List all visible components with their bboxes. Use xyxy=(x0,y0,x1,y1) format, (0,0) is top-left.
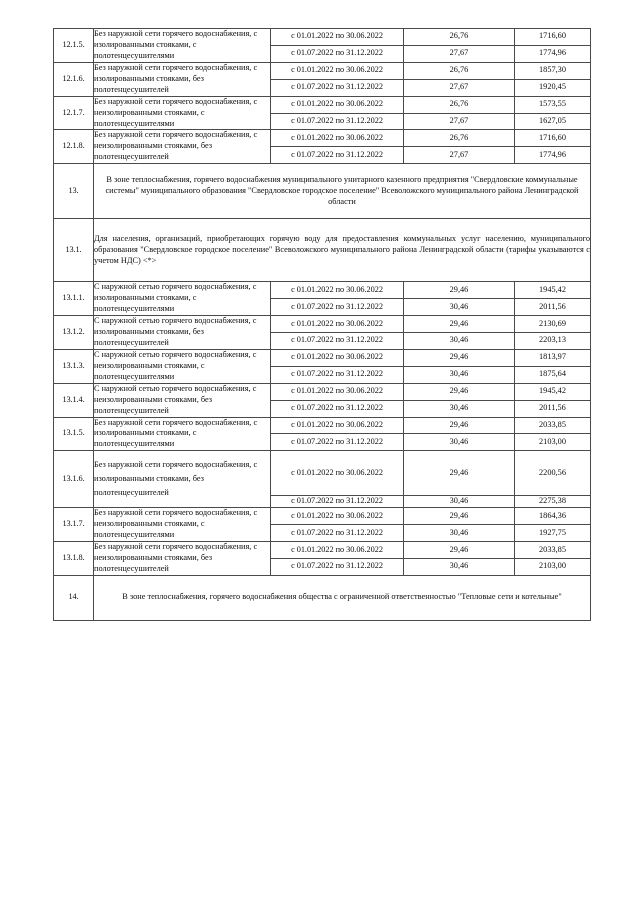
rate-cell: 26,76 xyxy=(404,29,515,46)
rate-cell: 30,46 xyxy=(404,434,515,451)
sum-cell: 1857,30 xyxy=(515,62,591,79)
row-number: 13.1.6. xyxy=(54,451,94,508)
rate-cell: 30,46 xyxy=(404,558,515,575)
sum-cell: 1864,36 xyxy=(515,508,591,525)
period-cell: с 01.01.2022 по 30.06.2022 xyxy=(271,417,404,434)
period-cell: с 01.01.2022 по 30.06.2022 xyxy=(271,383,404,400)
section-row-13 xyxy=(54,164,591,219)
section-text: В зоне теплоснабжения, горячего водоснабжения общества с ограниченной ответственностью "Тепловые сети и котельные" xyxy=(94,575,591,620)
table-row xyxy=(54,282,591,299)
table-row xyxy=(54,542,591,559)
sum-cell: 1813,97 xyxy=(515,349,591,366)
rate-cell: 30,46 xyxy=(404,332,515,349)
row-number: 13.1.1. xyxy=(54,282,94,316)
row-number: 13.1.8. xyxy=(54,542,94,576)
row-number: 13.1.3. xyxy=(54,349,94,383)
row-number: 12.1.6. xyxy=(54,62,94,96)
period-cell: с 01.01.2022 по 30.06.2022 xyxy=(271,451,404,496)
rate-cell: 30,46 xyxy=(404,366,515,383)
period-cell: с 01.01.2022 по 30.06.2022 xyxy=(271,508,404,525)
period-cell: с 01.07.2022 по 31.12.2022 xyxy=(271,496,404,508)
period-cell: с 01.07.2022 по 31.12.2022 xyxy=(271,147,404,164)
period-cell: с 01.07.2022 по 31.12.2022 xyxy=(271,113,404,130)
period-cell: с 01.07.2022 по 31.12.2022 xyxy=(271,366,404,383)
row-number: 13.1.2. xyxy=(54,316,94,350)
period-cell: с 01.07.2022 по 31.12.2022 xyxy=(271,434,404,451)
sum-cell: 1716,60 xyxy=(515,130,591,147)
row-description: Без наружной сети горячего водоснабжения, с неизолированными стояками, с полотенцесушителями xyxy=(94,96,271,130)
rate-cell: 26,76 xyxy=(404,62,515,79)
sum-cell: 2103,00 xyxy=(515,434,591,451)
table-row xyxy=(54,316,591,333)
sum-cell: 2103,00 xyxy=(515,558,591,575)
tariff-table-body xyxy=(54,29,591,621)
sum-cell: 2200,56 xyxy=(515,451,591,496)
row-description: Без наружной сети горячего водоснабжения, с неизолированными стояками, с полотенцесушителями xyxy=(94,508,271,542)
sum-cell: 1573,55 xyxy=(515,96,591,113)
rate-cell: 27,67 xyxy=(404,113,515,130)
period-cell: с 01.07.2022 по 31.12.2022 xyxy=(271,79,404,96)
rate-cell: 29,46 xyxy=(404,349,515,366)
table-row xyxy=(54,29,591,46)
rate-cell: 27,67 xyxy=(404,45,515,62)
table-row xyxy=(54,62,591,79)
rate-cell: 26,76 xyxy=(404,130,515,147)
period-cell: с 01.07.2022 по 31.12.2022 xyxy=(271,400,404,417)
table-row xyxy=(54,417,591,434)
sum-cell: 2130,69 xyxy=(515,316,591,333)
sum-cell: 1875,64 xyxy=(515,366,591,383)
row-number: 13.1.7. xyxy=(54,508,94,542)
row-number: 12.1.5. xyxy=(54,29,94,63)
period-cell: с 01.01.2022 по 30.06.2022 xyxy=(271,130,404,147)
period-cell: с 01.07.2022 по 31.12.2022 xyxy=(271,299,404,316)
table-row xyxy=(54,349,591,366)
sum-cell: 2011,56 xyxy=(515,400,591,417)
rate-cell: 30,46 xyxy=(404,525,515,542)
table-row xyxy=(54,383,591,400)
row-number: 12.1.7. xyxy=(54,96,94,130)
period-cell: с 01.07.2022 по 31.12.2022 xyxy=(271,332,404,349)
sum-cell: 2033,85 xyxy=(515,417,591,434)
sum-cell: 1716,60 xyxy=(515,29,591,46)
row-description: Без наружной сети горячего водоснабжения, с неизолированными стояками, без полотенцесушителей xyxy=(94,130,271,164)
row-description: Без наружной сети горячего водоснабжения, с изолированными стояками, без полотенцесушителей xyxy=(94,62,271,96)
rate-cell: 30,46 xyxy=(404,400,515,417)
period-cell: с 01.07.2022 по 31.12.2022 xyxy=(271,525,404,542)
row-description: Без наружной сети горячего водоснабжения, с изолированными стояками, с полотенцесушителями xyxy=(94,29,271,63)
table-row xyxy=(54,508,591,525)
rate-cell: 29,46 xyxy=(404,417,515,434)
period-cell: с 01.07.2022 по 31.12.2022 xyxy=(271,558,404,575)
period-cell: с 01.01.2022 по 30.06.2022 xyxy=(271,29,404,46)
row-description: С наружной сетью горячего водоснабжения, с изолированными стояками, без полотенцесушителей xyxy=(94,316,271,350)
sum-cell: 1945,42 xyxy=(515,282,591,299)
tariff-table xyxy=(53,28,591,621)
sum-cell: 1945,42 xyxy=(515,383,591,400)
section-row-13-1 xyxy=(54,219,591,282)
rate-cell: 29,46 xyxy=(404,316,515,333)
row-number: 12.1.8. xyxy=(54,130,94,164)
period-cell: с 01.01.2022 по 30.06.2022 xyxy=(271,542,404,559)
rate-cell: 27,67 xyxy=(404,147,515,164)
row-description: С наружной сетью горячего водоснабжения, с неизолированными стояками, с полотенцесушителями xyxy=(94,349,271,383)
table-row xyxy=(54,451,591,496)
row-number: 13.1.4. xyxy=(54,383,94,417)
period-cell: с 01.01.2022 по 30.06.2022 xyxy=(271,282,404,299)
section-text: В зоне теплоснабжения, горячего водоснабжения муниципального унитарного казенного предприятия "Свердловские коммунальные системы" муниципального образования "Свердловское городское поселение" Всеволожского муниципального района Ленинградской области xyxy=(94,164,591,219)
period-cell: с 01.01.2022 по 30.06.2022 xyxy=(271,349,404,366)
rate-cell: 27,67 xyxy=(404,79,515,96)
sum-cell: 2203,13 xyxy=(515,332,591,349)
row-description: С наружной сетью горячего водоснабжения, с изолированными стояками, с полотенцесушителями xyxy=(94,282,271,316)
rate-cell: 29,46 xyxy=(404,508,515,525)
sum-cell: 2275,38 xyxy=(515,496,591,508)
rate-cell: 30,46 xyxy=(404,299,515,316)
sum-cell: 1927,75 xyxy=(515,525,591,542)
section-number: 14. xyxy=(54,575,94,620)
row-number: 13.1.5. xyxy=(54,417,94,451)
sum-cell: 1774,96 xyxy=(515,147,591,164)
rate-cell: 30,46 xyxy=(404,496,515,508)
period-cell: с 01.07.2022 по 31.12.2022 xyxy=(271,45,404,62)
row-description: Без наружной сети горячего водоснабжения, с неизолированными стояками, без полотенцесушителей xyxy=(94,542,271,576)
section-row-14 xyxy=(54,575,591,620)
table-row xyxy=(54,96,591,113)
sum-cell: 1920,45 xyxy=(515,79,591,96)
section-number: 13. xyxy=(54,164,94,219)
row-description: С наружной сетью горячего водоснабжения, с неизолированными стояками, без полотенцесушителей xyxy=(94,383,271,417)
sum-cell: 1627,05 xyxy=(515,113,591,130)
period-cell: с 01.01.2022 по 30.06.2022 xyxy=(271,316,404,333)
table-row xyxy=(54,130,591,147)
rate-cell: 26,76 xyxy=(404,96,515,113)
rate-cell: 29,46 xyxy=(404,542,515,559)
rate-cell: 29,46 xyxy=(404,282,515,299)
period-cell: с 01.01.2022 по 30.06.2022 xyxy=(271,62,404,79)
rate-cell: 29,46 xyxy=(404,383,515,400)
sum-cell: 2033,85 xyxy=(515,542,591,559)
sum-cell: 1774,96 xyxy=(515,45,591,62)
row-description: Без наружной сети горячего водоснабжения, с изолированными стояками, без полотенцесушителей xyxy=(94,451,271,508)
rate-cell: 29,46 xyxy=(404,451,515,496)
section-number: 13.1. xyxy=(54,219,94,282)
section-text: Для населения, организаций, приобретающих горячую воду для предоставления коммунальных услуг населению, муниципального образования "Свердловское городское поселение" Всеволожского муниципального района Ленинградской области (тарифы указываются с учетом НДС) <*> xyxy=(94,219,591,282)
period-cell: с 01.01.2022 по 30.06.2022 xyxy=(271,96,404,113)
sum-cell: 2011,56 xyxy=(515,299,591,316)
row-description: Без наружной сети горячего водоснабжения, с изолированными стояками, с полотенцесушителями xyxy=(94,417,271,451)
